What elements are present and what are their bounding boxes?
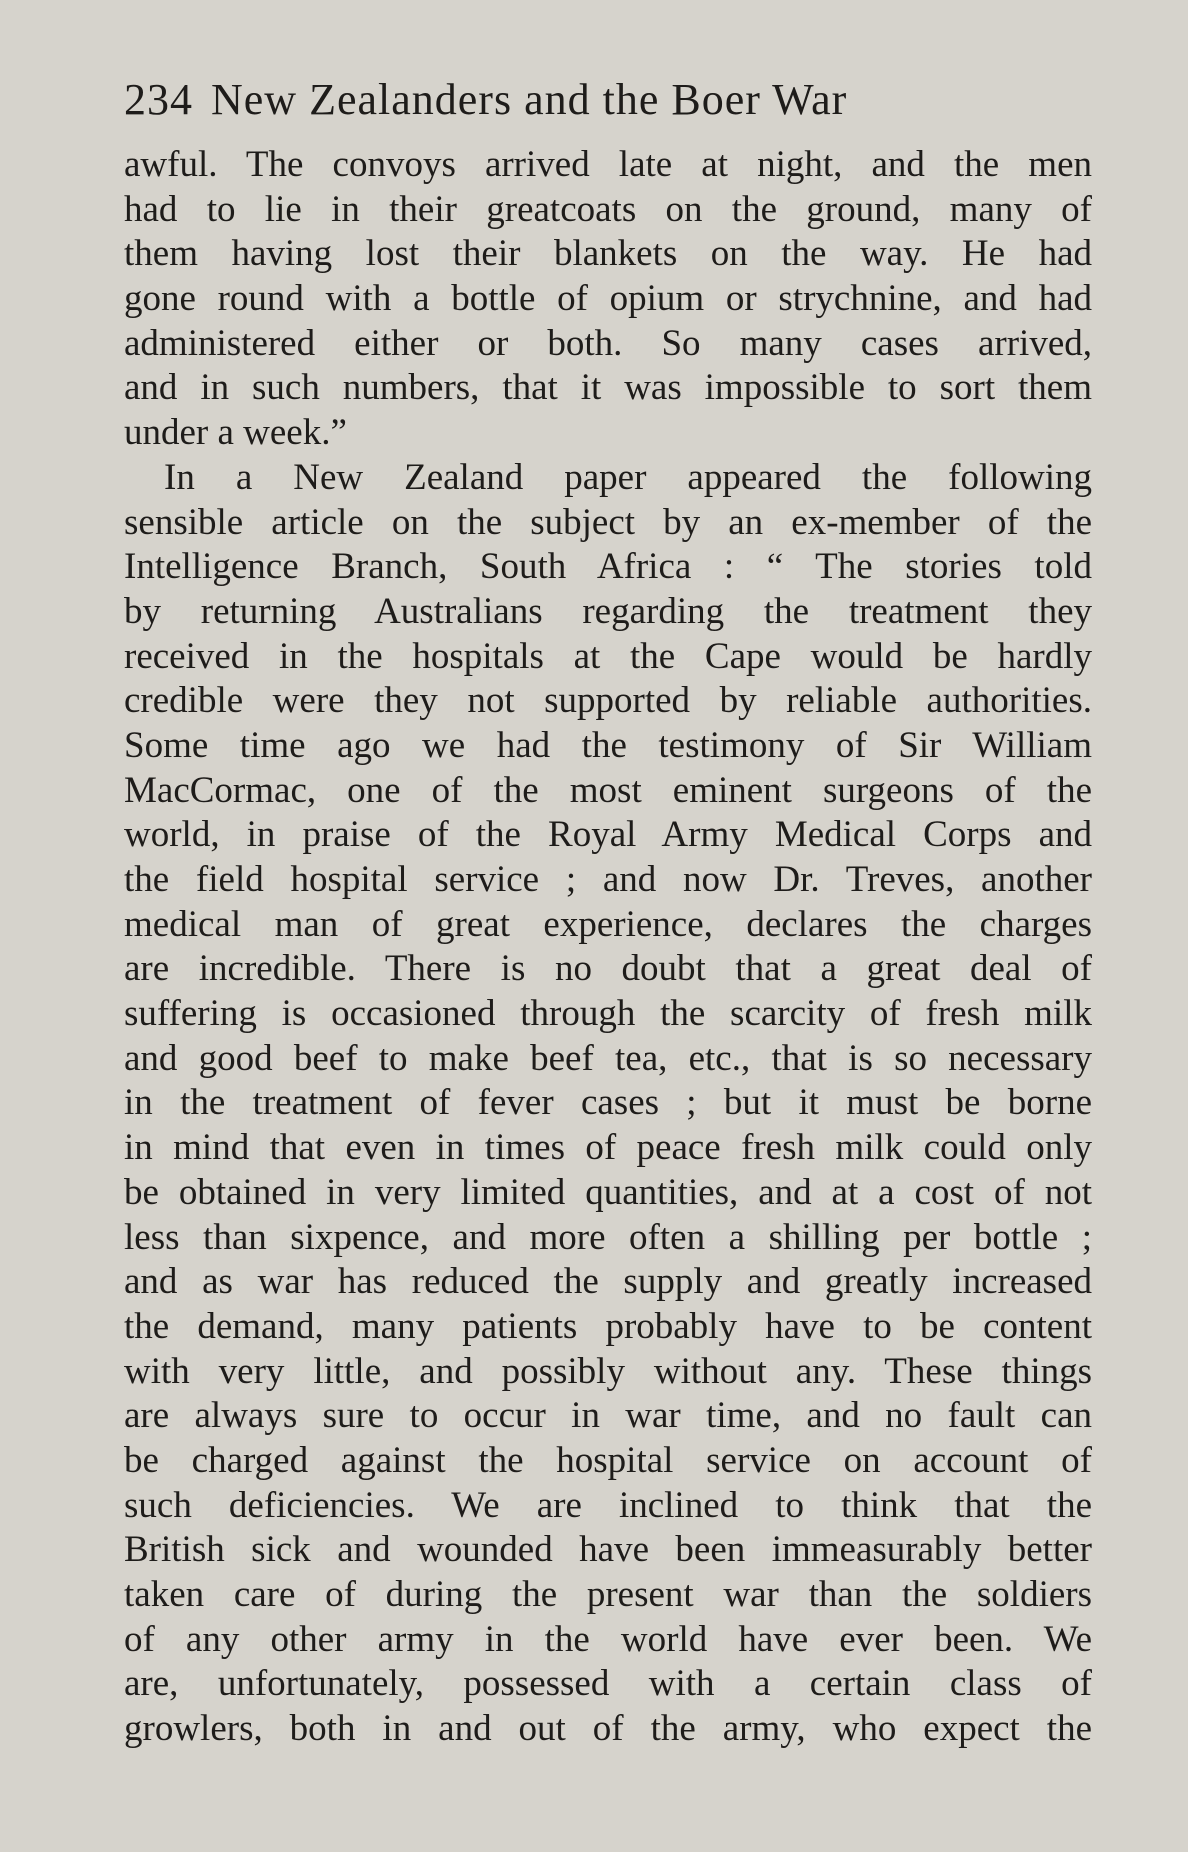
text-line: suffering is occasioned through the scarcity of fresh milk [124,993,1092,1035]
text-line: the field hospital service ; and now Dr. Treves, another [124,859,1092,900]
text-line: be charged against the hospital service on account of [124,1439,1092,1481]
text-line: are incredible. There is no doubt that a great deal of [124,948,1092,990]
text-line: had to lie in their greatcoats on the ground, many of [124,188,1092,230]
text-line: taken care of during the present war than the soldiers [124,1574,1092,1615]
text-line: Some time ago we had the testimony of Sir William [124,724,1092,766]
text-line: received in the hospitals at the Cape would be hardly [124,635,1092,677]
text-line: MacCormac, one of the most eminent surgeons of the [124,769,1092,811]
text-line: world, in praise of the Royal Army Medical Corps and [124,814,1092,856]
text-line: British sick and wounded have been immeasurably better [124,1529,1092,1571]
page-number: 234 [124,75,193,124]
body-text [124,143,1092,1752]
text-line: growlers, both in and out of the army, who expect the [124,1708,1092,1750]
text-line: sensible article on the subject by an ex-member of the [124,501,1092,543]
text-line: with very little, and possibly without any. These things [124,1350,1092,1392]
running-title: New Zealanders and the Boer War [211,75,848,124]
text-line: administered either or both. So many cases arrived, [124,322,1092,364]
text-line: by returning Australians regarding the treatment they [124,590,1092,632]
text-line: are, unfortunately, possessed with a certain class of [124,1663,1092,1705]
text-line: credible were they not supported by reliable authorities. [124,680,1092,722]
text-line: in the treatment of fever cases ; but it must be borne [124,1082,1092,1124]
running-header [124,70,1084,130]
text-line: and as war has reduced the supply and greatly increased [124,1261,1092,1303]
text-line: awful. The convoys arrived late at night, and the men [124,144,1092,185]
text-line: gone round with a bottle of opium or strychnine, and had [124,278,1092,320]
text-line: of any other army in the world have ever been. We [124,1618,1092,1660]
paragraph-start-line: In a New Zealand paper appeared the following [164,456,1092,498]
text-line: be obtained in very limited quantities, and at a cost of not [124,1171,1092,1213]
text-line: the demand, many patients probably have to be content [124,1305,1092,1347]
text-line: such deficiencies. We are inclined to think that the [124,1484,1092,1526]
text-line: them having lost their blankets on the way. He had [124,233,1092,275]
text-line: and good beef to make beef tea, etc., that is so necessary [124,1037,1092,1079]
paragraph-end-line: under a week.” [124,412,347,454]
text-line: are always sure to occur in war time, and no fault can [124,1395,1092,1437]
text-line: less than sixpence, and more often a shilling per bottle ; [124,1216,1092,1258]
text-line: Intelligence Branch, South Africa : “ The stories told [124,546,1092,588]
text-line: medical man of great experience, declares the charges [124,903,1092,945]
text-line: and in such numbers, that it was impossible to sort them [124,367,1092,409]
text-line: in mind that even in times of peace fresh milk could only [124,1127,1092,1169]
